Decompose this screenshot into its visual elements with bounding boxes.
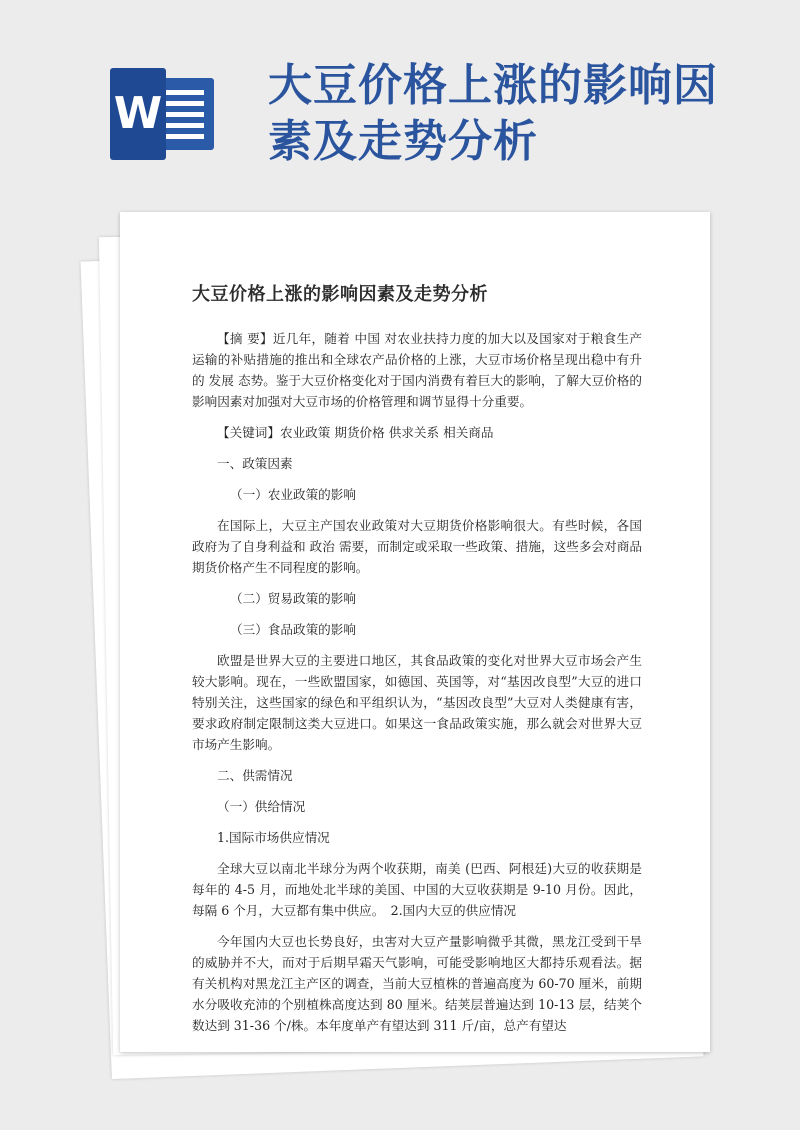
subsection-heading: （一）供给情况	[217, 799, 306, 814]
banner-title: 大豆价格上涨的影响因素及走势分析	[268, 60, 718, 167]
document-title: 大豆价格上涨的影响因素及走势分析	[192, 284, 488, 305]
subsection-heading: （二）贸易政策的影响	[230, 591, 356, 606]
subsubsection-heading: 1.国际市场供应情况	[217, 830, 330, 845]
word-document-icon	[110, 68, 214, 160]
document-body	[192, 280, 642, 1046]
subsection-heading: （一）农业政策的影响	[230, 487, 356, 502]
document-page	[120, 212, 710, 1052]
word-icon-letter: W	[110, 68, 166, 160]
header-banner	[0, 0, 800, 200]
body-paragraph: 全球大豆以南北半球分为两个收获期，南美 (巴西、阿根廷)大豆的收获期是每年的 4-5 月，而地处北半球的美国、中国的大豆收获期是 9-10 月份。因此，每隔 6 个月，大豆都有集中供应。 2.国内大豆的供应情况	[192, 861, 642, 918]
keywords-line: 【关键词】农业政策 期货价格 供求关系 相关商品	[217, 425, 494, 440]
section-heading: 二、供需情况	[217, 768, 293, 783]
abstract-paragraph: 【摘 要】近几年，随着 中国 对农业扶持力度的加大以及国家对于粮食生产运输的补贴措施的推出和全球农产品价格的上涨，大豆市场价格呈现出稳中有升的 发展 态势。鉴于大豆价格变化对于国内消费有着巨大的影响，了解大豆价格的影响因素对加强对大豆市场的价格管理和调节显得十分重要。	[192, 331, 642, 409]
section-heading: 一、政策因素	[217, 456, 293, 471]
body-paragraph: 今年国内大豆也长势良好，虫害对大豆产量影响微乎其微，黑龙江受到干旱的威胁并不大，而对于后期早霜天气影响，可能受影响地区大都持乐观看法。据有关机构对黑龙江主产区的调查，当前大豆植株的普遍高度为 60-70 厘米，前期水分吸收充沛的个别植株高度达到 80 厘米。结荚层普遍达到 10-13 层，结荚个数达到 31-36 个/株。本年度单产有望达到 311 斤/亩，总产有望达	[192, 934, 642, 1033]
subsection-heading: （三）食品政策的影响	[230, 622, 356, 637]
body-paragraph: 在国际上，大豆主产国农业政策对大豆期货价格影响很大。有些时候，各国政府为了自身利益和 政治 需要，而制定或采取一些政策、措施，这些多会对商品期货价格产生不同程度的影响。	[192, 518, 642, 575]
body-paragraph: 欧盟是世界大豆的主要进口地区，其食品政策的变化对世界大豆市场会产生较大影响。现在，一些欧盟国家，如德国、英国等，对“基因改良型”大豆的进口特别关注，这些国家的绿色和平组织认为，“基因改良型”大豆对人类健康有害，要求政府制定限制这类大豆进口。如果这一食品政策实施，那么就会对世界大豆市场产生影响。	[192, 653, 642, 752]
